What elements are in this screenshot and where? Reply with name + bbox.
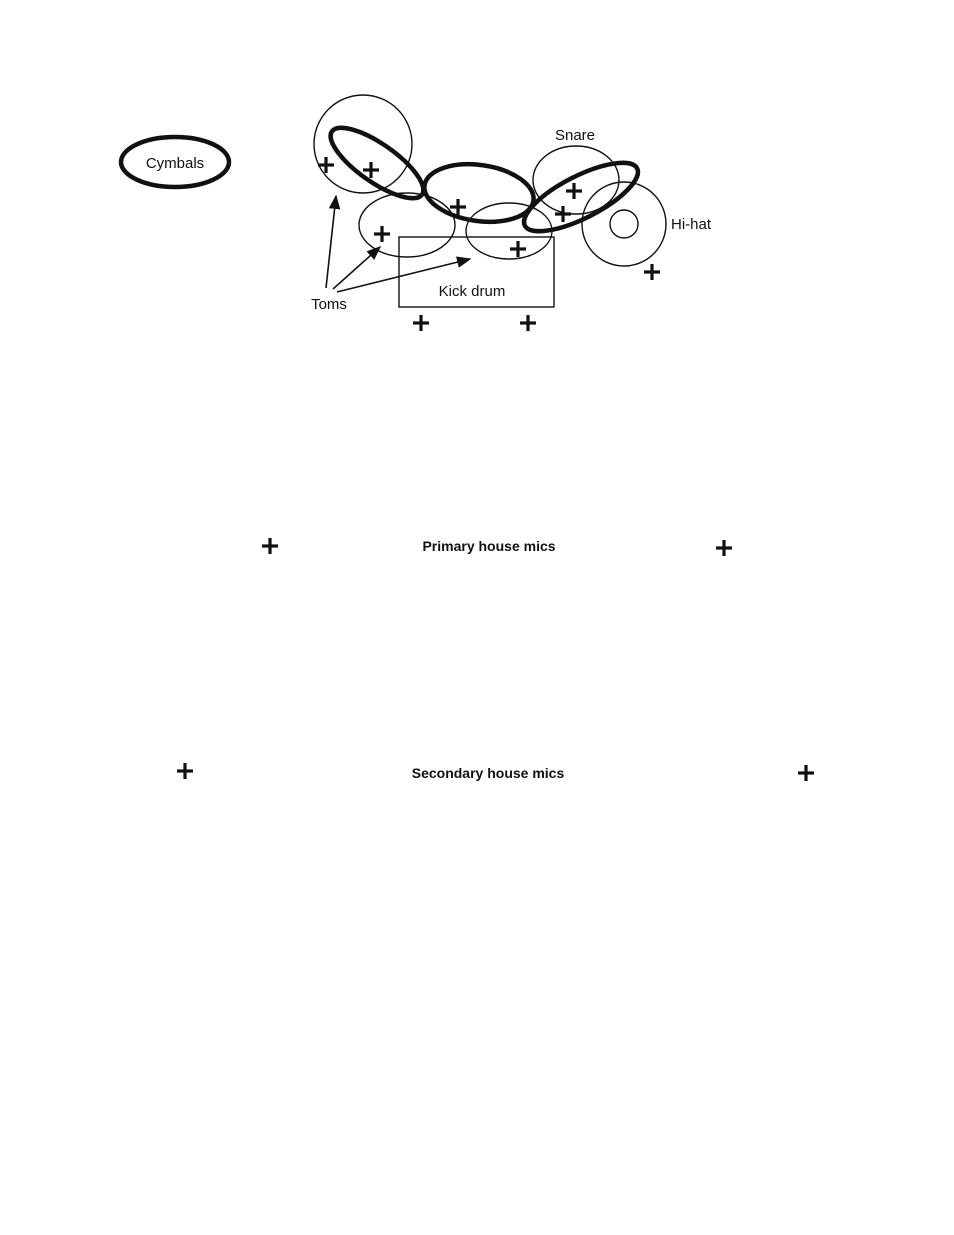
mic-marker	[555, 206, 571, 222]
mic-marker	[413, 315, 429, 331]
hihat-inner-circle	[610, 210, 638, 238]
cymbals-legend	[121, 137, 229, 187]
mic-marker	[374, 226, 390, 242]
secondary-house-mics-label: Secondary house mics	[411, 765, 565, 781]
snare-label: Snare	[554, 127, 596, 144]
secondary-house-mics	[177, 763, 814, 781]
mic-marker-primary-left	[262, 538, 278, 554]
cymbal-center	[421, 158, 538, 229]
tom-small-ellipse	[359, 193, 455, 257]
primary-house-mics-label: Primary house mics	[422, 538, 556, 554]
mic-marker-primary-right	[716, 540, 732, 556]
cymbal-left	[321, 116, 433, 210]
mic-marker	[520, 315, 536, 331]
snare-ellipse	[533, 146, 619, 214]
mic-marker-secondary-left	[177, 763, 193, 779]
mic-marker	[644, 264, 660, 280]
toms-label: Toms	[311, 296, 347, 313]
cymbals-label: Cymbals	[145, 155, 205, 172]
toms-arrows	[326, 196, 470, 292]
primary-house-mics	[262, 538, 732, 556]
kick-drum-label: Kick drum	[438, 283, 506, 300]
mic-marker	[566, 183, 582, 199]
mic-marker-secondary-right	[798, 765, 814, 781]
mic-marker	[318, 157, 334, 173]
hihat-label: Hi-hat	[671, 216, 712, 233]
mic-marker	[510, 241, 526, 257]
toms-arrow-top	[326, 196, 336, 288]
drum-kit	[314, 95, 666, 307]
